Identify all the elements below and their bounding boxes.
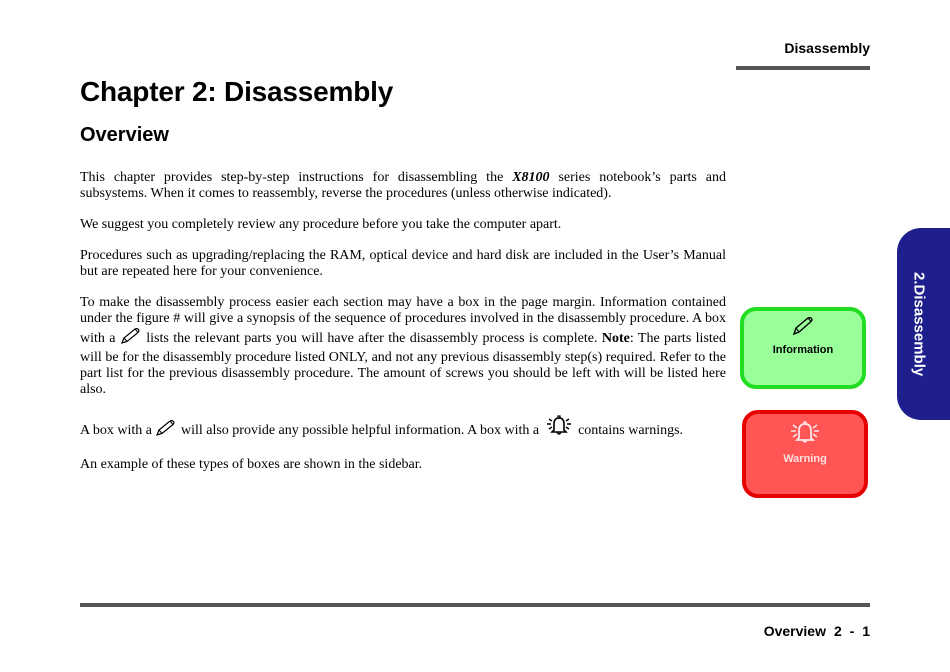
- pencil-icon: [744, 315, 862, 342]
- model-name: X8100: [512, 170, 550, 185]
- pencil-icon: [120, 327, 142, 350]
- chapter-title: Chapter 2: Disassembly: [80, 76, 394, 107]
- note-label: Note: [601, 331, 630, 346]
- information-label: Information: [772, 344, 834, 356]
- pencil-icon: [155, 419, 177, 442]
- header-rule: [736, 66, 870, 70]
- body-text: [80, 170, 726, 488]
- paragraph-intro: This chapter provides step-by-step instructions for disassembling the X8100 series notebook’s parts and subsystems. When it comes to reassembly, reverse the procedures (unless otherwise indicated).: [80, 170, 726, 201]
- alarm-bell-icon: [746, 418, 864, 451]
- chapter-tab-label: 2.Disassembly: [910, 271, 928, 377]
- paragraph-example: An example of these types of boxes are shown in the sidebar.: [80, 457, 423, 472]
- section-title: Overview: [80, 124, 169, 146]
- paragraph-procedures: Procedures such as upgrading/replacing the RAM, optical device and hard disk are included in the User’s Manual but are repeated here for your convenience.: [80, 248, 726, 279]
- paragraph-boxes: To make the disassembly process easier each section may have a box in the page margin. Information contained under the figure # will give a synopsis of the sequence of procedures involved in the disassembly procedure. A box with a lists the relevant parts you will have after the disassembly process is complete. Note: The parts listed will be for the disassembly procedure listed ONLY, and not any previous disassembly step(s) required. Refer to the part list for the previous disassembly procedure. The amount of screws you should be left with will be listed here also.: [80, 295, 726, 397]
- running-header: Disassembly: [784, 40, 870, 56]
- chapter-tab-label-wrap: [908, 232, 930, 416]
- warning-box: [742, 410, 868, 498]
- warning-label: Warning: [783, 453, 827, 465]
- alarm-bell-icon: [543, 413, 575, 442]
- running-footer: [764, 623, 870, 639]
- information-box: [740, 307, 866, 389]
- footer-section: Overview: [763, 623, 826, 639]
- footer-rule: [80, 603, 870, 607]
- paragraph-icons: A box with a will also provide any possible helpful information. A box with a contains warnings.: [80, 413, 726, 442]
- paragraph-review: We suggest you completely review any procedure before you take the computer apart.: [80, 217, 562, 232]
- page-number: 2 - 1: [833, 623, 870, 639]
